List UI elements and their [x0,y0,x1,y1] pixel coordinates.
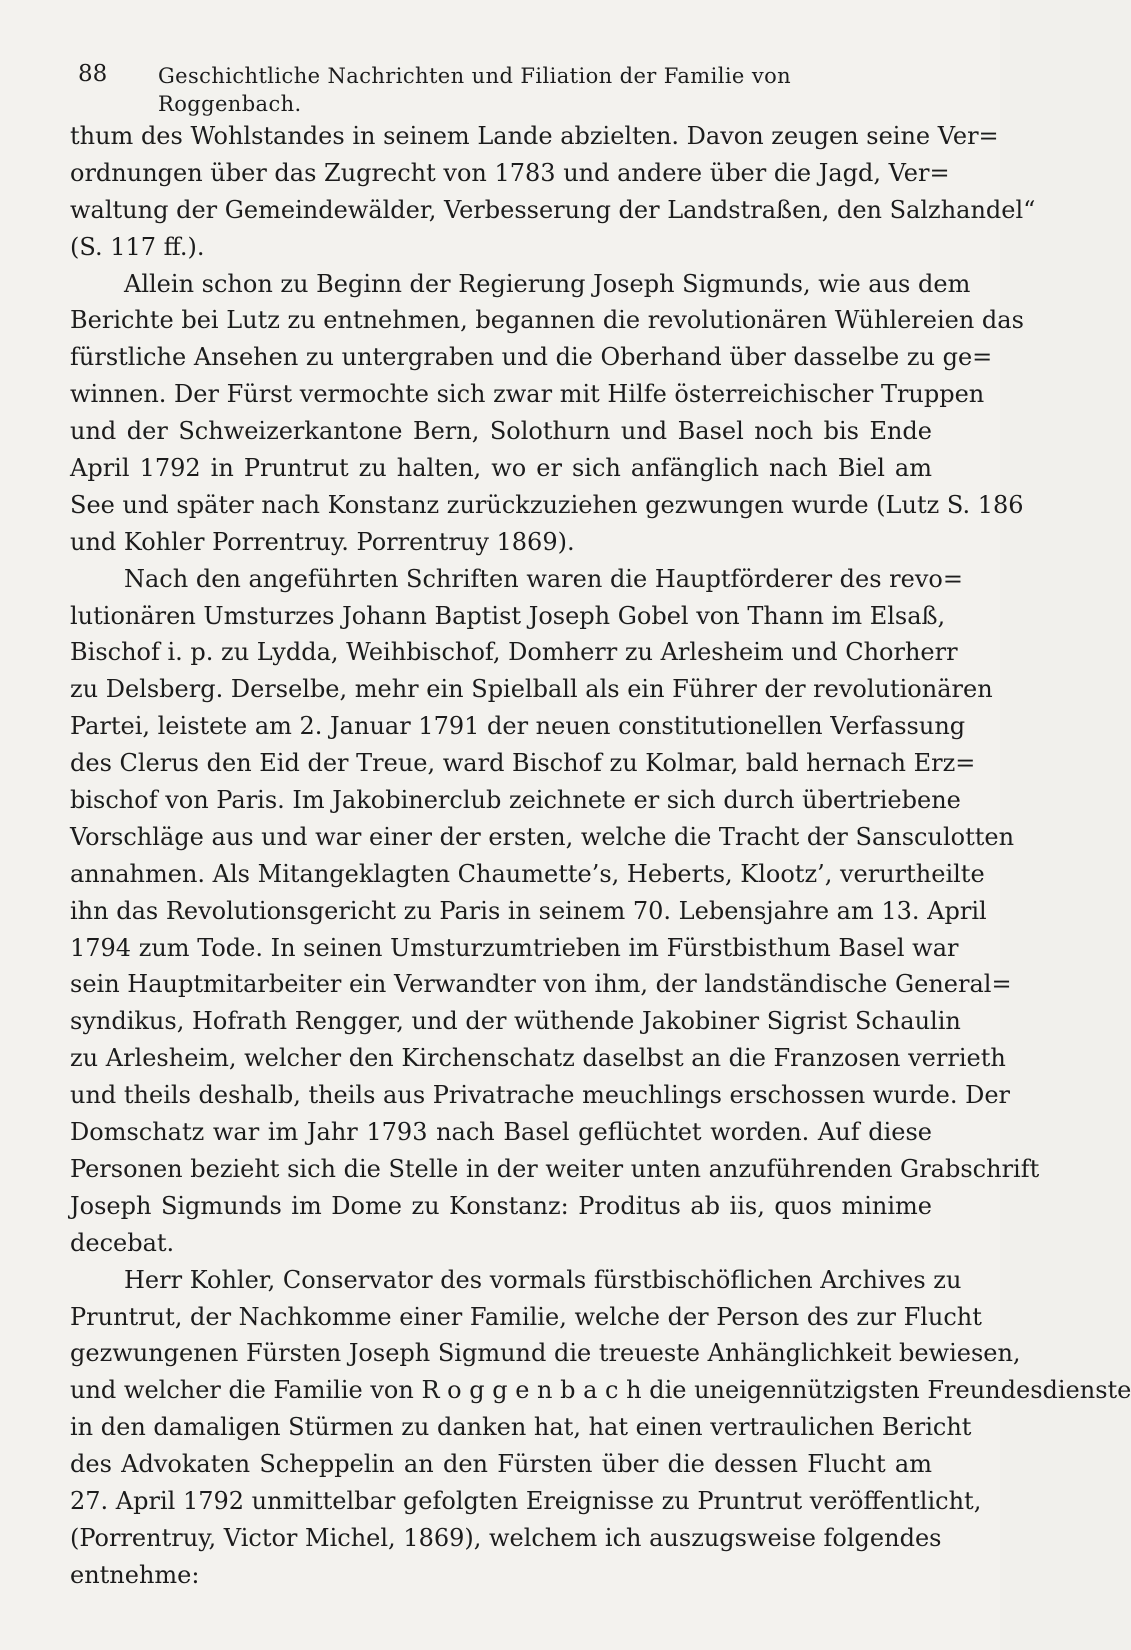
text-line: winnen. Der Fürst vermochte sich zwar mit Hilfe österreichischer Truppen [70,380,985,409]
text-line: Personen bezieht sich die Stelle in der weiter unten anzuführenden Grabschrift [70,1154,1040,1183]
text-line: Allein schon zu Beginn der Regierung Joseph Sigmunds, wie aus dem [124,269,971,298]
text-line: und der Schweizerkantone Bern, Solothurn und Basel noch bis Ende [70,417,932,446]
text-line: lutionären Umsturzes Johann Baptist Joseph Gobel von Thann im Elsaß, [70,601,946,630]
running-header [76,60,932,116]
text-line: decebat. [70,1228,175,1257]
paragraph-kohler [70,1262,1131,1594]
text-line: ordnungen über das Zugrecht von 1783 und andere über die Jagd, Ver= [70,158,950,187]
text-line: bischof von Paris. Im Jakobinerclub zeichnete er sich durch übertriebene [70,786,961,815]
text-line: Herr Kohler, Conservator des vormals fürstbischöflichen Archives zu [124,1265,962,1294]
text-line: 27. April 1792 unmittelbar gefolgten Ereignisse zu Pruntrut veröffentlicht, [70,1486,982,1515]
text-line: See und später nach Konstanz zurückzuziehen gezwungen wurde (Lutz S. 186 [70,490,1024,519]
text-line: Nach den angeführten Schriften waren die Hauptförderer des revo= [124,564,963,593]
text-line: des Advokaten Scheppelin an den Fürsten über die dessen Flucht am [70,1450,932,1479]
page-number: 88 [78,61,108,87]
text-line: thum des Wohlstandes in seinem Lande abzielten. Davon zeugen seine Ver= [70,122,999,150]
paragraph-continuation [70,118,1036,266]
text-line: und theils deshalb, theils aus Privatrache meuchlings erschossen wurde. Der [70,1081,1010,1110]
text-line: syndikus, Hofrath Rengger, und der wüthende Jakobiner Sigrist Schaulin [70,1007,961,1036]
text-line: (S. 117 ff.). [70,232,205,261]
text-line: fürstliche Ansehen zu untergraben und die Oberhand über dasselbe zu ge= [70,343,993,372]
text-line: des Clerus den Eid der Treue, ward Bischof zu Kolmar, bald hernach Erz= [70,749,976,778]
paragraph-revolution-beginnings [70,266,1024,561]
text-line: Pruntrut, der Nachkomme einer Familie, welche der Person des zur Flucht [70,1302,982,1331]
text-line: entnehme: [70,1560,200,1589]
text-line: und Kohler Porrentruy. Porrentruy 1869). [70,527,575,556]
body-text [70,118,1131,1594]
text-line: in den damaligen Stürmen zu danken hat, hat einen vertraulichen Bericht [70,1413,972,1442]
text-line: sein Hauptmitarbeiter ein Verwandter von ihm, der landständische General= [70,970,1012,999]
text-line: gezwungenen Fürsten Joseph Sigmund die treueste Anhänglichkeit bewiesen, [70,1339,1021,1368]
paragraph-gobel [70,561,1040,1262]
text-line: waltung der Gemeindewälder, Verbesserung der Landstraßen, den Salzhandel“ [70,195,1036,224]
text-line: ihn das Revolutionsgericht zu Paris in seinem 70. Lebensjahre am 13. April [70,896,987,925]
text-line: Bischof i. p. zu Lydda, Weihbischof, Domherr zu Arlesheim und Chorherr [70,638,958,667]
text-line: Domschatz war im Jahr 1793 nach Basel geflüchtet worden. Auf diese [70,1118,932,1147]
text-line: zu Arlesheim, welcher den Kirchenschatz daselbst an die Franzosen verrieth [70,1044,1006,1073]
text-line: 1794 zum Tode. In seinen Umsturzumtrieben im Fürstbisthum Basel war [70,933,959,962]
running-title: Geschichtliche Nachrichten und Filiation der Familie von Roggenbach. [158,64,792,116]
text-line: Partei, leistete am 2. Januar 1791 der neuen constitutionellen Verfassung [70,712,966,741]
text-line: und welcher die Familie von R o g g e n b a c h die uneigennützigsten Freundesdienste [70,1376,1131,1405]
text-line: Joseph Sigmunds im Dome zu Konstanz: Proditus ab iis, quos minime [70,1191,932,1220]
text-line: Vorschläge aus und war einer der ersten, welche die Tracht der Sansculotten [70,822,1015,851]
text-line: (Porrentruy, Victor Michel, 1869), welchem ich auszugsweise folgendes [70,1523,942,1552]
text-line: annahmen. Als Mitangeklagten Chaumette’s, Heberts, Klootz’, verurtheilte [70,859,985,888]
text-line: April 1792 in Pruntrut zu halten, wo er sich anfänglich nach Biel am [70,454,932,483]
text-line: zu Delsberg. Derselbe, mehr ein Spielball als ein Führer der revolutionären [70,675,993,704]
text-line: Berichte bei Lutz zu entnehmen, begannen die revolutionären Wühlereien das [70,306,1024,335]
